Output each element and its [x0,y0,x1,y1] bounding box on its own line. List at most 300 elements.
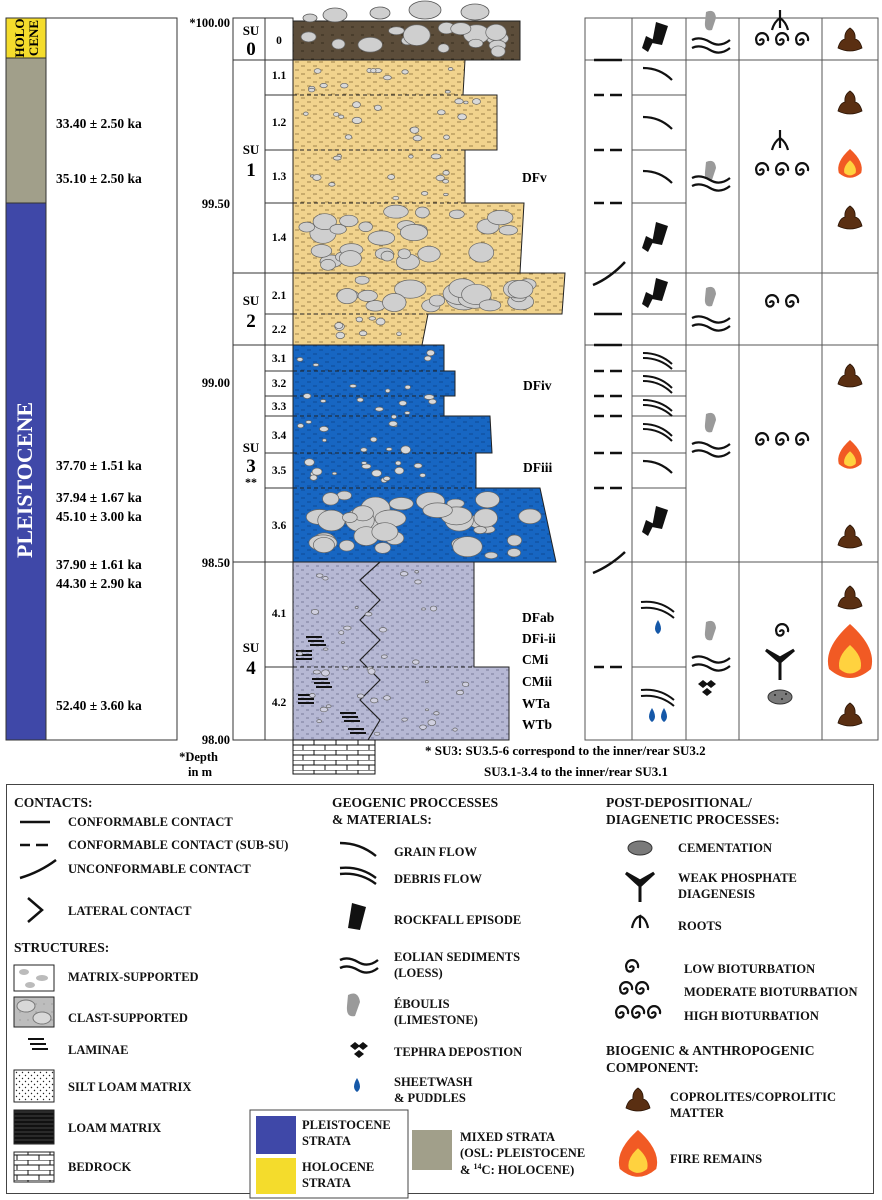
clast [414,463,422,468]
clast [320,707,327,712]
clast [344,626,352,630]
clast [313,175,321,181]
facies-su3b: DFiii [523,460,553,475]
clast [499,225,517,234]
clast [445,91,450,94]
note-line: SU3.1-3.4 to the inner/rear SU3.1 [484,764,669,779]
legend-coprolites: COPROLITES/COPROLITIC [670,1090,837,1104]
facies-su4: CMi [522,652,549,667]
holocene-label-1: HOLO [12,18,27,58]
depth-label: 98.00 [201,733,230,747]
subunit-label: 1.4 [271,232,287,244]
clast [437,110,445,115]
depth-label: *100.00 [189,16,230,30]
clast [297,652,302,656]
legend-biogenic-title-2: COMPONENT: [606,1060,699,1075]
legend-matrix-supported: MATRIX-SUPPORTED [68,970,199,984]
facies-su4: DFi-ii [522,631,556,646]
depth-axis-title: *Depth [179,750,218,764]
bioturbation-icon [776,433,788,444]
clast [388,175,395,180]
legend-pleistocene-strata-2: STRATA [302,1134,351,1148]
legend-eboulis-2: (LIMESTONE) [394,1013,478,1027]
clast [425,709,428,711]
clast [383,476,390,480]
clast [321,400,326,403]
bioturbation-icon [636,982,648,993]
bioturbation-icon [776,163,788,174]
clast [343,666,348,669]
clast [409,155,414,158]
legend-geogenic-title-2: & MATERIALS: [332,812,432,827]
clast [423,503,453,518]
legend-rockfall: ROCKFALL EPISODE [394,913,522,927]
legend-debris-flow: DEBRIS FLOW [394,872,482,886]
depth-axis [179,16,230,779]
clast [443,179,449,183]
legend-sheetwash: SHEETWASH [394,1075,473,1089]
facies-su1: DFv [522,170,547,185]
clast [410,127,419,133]
subunit-label: 3.3 [271,401,287,413]
clast [472,99,480,105]
clast [371,69,376,73]
clast [491,46,505,57]
clast [381,251,394,261]
note-line: * SU3: SU3.5-6 correspond to the inner/rear SU3.2 [425,743,706,758]
clast [457,690,464,694]
pleistocene-label: PLEISTOCENE [12,401,37,559]
clast [374,105,381,110]
clast [443,170,449,175]
clast [389,27,405,35]
age-label: 45.10 ± 3.00 ka [56,509,142,524]
clast [337,288,357,303]
clast [409,1,441,19]
bioturbation-icon [626,960,638,971]
clast [424,356,431,361]
clast [376,318,385,325]
clast [335,322,343,328]
clast [372,523,398,541]
legend-pleistocene-strata: PLEISTOCENE [302,1118,391,1132]
clast [508,548,521,556]
legend-contacts-title: CONTACTS: [14,795,93,810]
bioturbation-icon [616,1006,628,1017]
clast [385,389,390,393]
coprolite-icon [838,91,862,114]
clast [429,399,437,404]
clast [381,655,387,658]
clast [451,23,471,35]
su-number: 0 [246,39,256,60]
clast [368,669,375,675]
subunit-label: 3.5 [271,465,287,477]
clast [405,385,411,389]
clast [400,224,427,240]
clast [444,193,449,195]
clast [365,612,372,616]
clast [317,720,322,723]
clast [413,136,422,141]
clast [487,210,513,224]
clast [370,698,377,703]
bioturbation-icon [786,295,798,306]
legend-geogenic-title: GEOGENIC PROCCESSES [332,795,499,810]
subunit-label: 2.2 [271,324,287,336]
subunit-label: 2.1 [271,290,287,302]
subunit-column [265,18,293,740]
coprolite-icon [838,364,862,387]
clast [486,24,507,40]
clast [322,439,326,442]
bioturbation-group [756,33,808,635]
clast [389,421,397,426]
legend-coprolites-2: MATTER [670,1106,724,1120]
su-column [233,18,265,740]
clast [383,75,391,79]
age-label: 44.30 ± 2.90 ka [56,576,142,591]
clast [427,350,435,356]
clast [309,88,315,92]
clast [458,114,467,120]
clast [474,509,498,527]
clast [379,627,386,632]
clast [334,112,339,116]
clast [370,7,390,19]
legend-cementation: CEMENTATION [678,841,772,855]
legend-loam: LOAM MATRIX [68,1121,162,1135]
clast [485,552,498,559]
legend-post-title-2: DIAGENETIC PROCESSES: [606,812,780,827]
coprolite-icon [626,1088,650,1111]
clast [342,512,357,522]
clast [464,101,468,104]
clast [366,301,385,312]
clast [429,295,444,306]
depth-axis-unit: in m [188,765,212,779]
subunit-label: 4.1 [271,608,287,620]
subunit-label: 4.2 [271,697,287,709]
legend-weak-phosphate: WEAK PHOSPHATE [678,871,797,885]
clast [333,156,341,160]
subunit-label: 1.2 [271,117,287,129]
facies-su4: DFab [522,610,555,625]
clast [320,83,327,87]
clast [402,718,408,721]
clast [326,705,331,708]
legend-fire: FIRE REMAINS [670,1152,763,1166]
clast [434,712,439,715]
clast [341,83,349,88]
legend-conformable: CONFORMABLE CONTACT [68,815,233,829]
clast [449,210,464,219]
clast [374,732,380,735]
subunit-label: 3.6 [271,520,287,532]
clast [418,246,441,262]
clast [312,468,322,475]
su-word: SU [242,640,260,655]
depth-label: 99.00 [201,376,230,390]
subunit-label: 3.1 [271,353,287,365]
coprolite-icon [838,206,862,229]
clast [415,580,422,584]
clast [355,607,358,609]
clast [311,609,318,614]
su-word: SU [242,23,260,38]
clast [479,300,501,311]
clast [405,411,410,414]
clast [297,424,303,428]
depth-label: 99.50 [201,197,230,211]
clast [357,398,363,402]
clast [369,317,376,321]
legend-high-bioturbation: HIGH BIOTURBATION [684,1009,819,1023]
clast [321,670,329,676]
age-label: 37.90 ± 1.61 ka [56,557,142,572]
clast [428,720,436,726]
legend-structures-title: STRUCTURES: [14,940,110,955]
age-label: 35.10 ± 2.50 ka [56,171,142,186]
clast [368,231,394,245]
clast [384,205,409,218]
clast [297,357,303,361]
legend-holocene-strata: HOLOCENE [302,1160,375,1174]
age-label: 52.40 ± 3.60 ka [56,698,142,713]
clast [337,491,351,500]
clast [332,472,336,475]
legend-lateral: LATERAL CONTACT [68,904,192,918]
coprolite-group [838,28,862,726]
clast [399,401,407,406]
legend-mixed-strata-3: & $^{14}$C: HOLOCENE) [460,1162,575,1178]
clast [469,243,494,262]
clast [383,696,390,700]
clast [320,426,329,431]
clast [330,224,346,234]
legend-biogenic-title: BIOGENIC & ANTHROPOGENIC [606,1043,815,1058]
clast [350,384,357,387]
su3-marker: ** [245,475,257,489]
clast [361,448,367,452]
clast [357,694,363,698]
clast [345,135,352,140]
clast [420,725,427,729]
clast [401,446,411,454]
bioturbation-icon [796,33,808,44]
legend-bedrock: BEDROCK [68,1160,132,1174]
clast [415,571,419,574]
clast [469,39,483,47]
holocene-label-2: CENE [26,19,41,57]
clast [383,294,407,312]
clast [403,25,430,46]
clast [352,117,362,123]
clast [323,8,347,22]
su-number: 2 [246,311,256,332]
clast [421,191,427,195]
facies-su4: WTa [522,696,551,711]
clast [339,540,354,551]
legend-weak-phosphate-2: DIAGENESIS [678,887,756,901]
bioturbation-icon [776,33,788,44]
legend-mixed-strata: MIXED STRATA [460,1130,556,1144]
clast [375,407,383,411]
clast [395,461,401,465]
legend-post-title: POST-DEPOSITIONAL/ [606,795,752,810]
age-label: 33.40 ± 2.50 ka [56,116,142,131]
notes [425,743,706,779]
legend-roots: ROOTS [678,919,722,933]
clast [339,115,344,118]
clast [303,14,317,22]
lithology-column [293,1,565,774]
clast [508,280,533,298]
clast [299,222,315,232]
legend-low-bioturbation: LOW BIOTURBATION [684,962,816,976]
subunit-label: 1.1 [271,70,287,82]
clast [400,572,408,576]
clast [301,32,316,42]
clast [313,670,320,674]
clast [361,462,366,465]
bioturbation-icon [776,624,788,635]
clast [462,682,468,686]
clast [438,44,449,53]
clast [455,99,463,104]
clast [313,363,319,366]
clast [323,493,339,505]
coprolite-icon [838,525,862,548]
clast [461,4,489,20]
su-word: SU [242,293,260,308]
clast [341,642,344,644]
legend-conformable-sub: CONFORMABLE CONTACT (SUB-SU) [68,838,289,852]
clast [359,222,373,232]
facies-su4: WTb [522,717,553,732]
clast [358,290,377,301]
bioturbation-icon [620,982,632,993]
subunit-label: 1.3 [271,171,287,183]
clast [402,70,409,74]
clast [304,112,309,115]
clast [430,606,436,611]
clast [391,415,396,419]
clast [313,537,334,552]
subunit-label: 3.4 [271,430,287,442]
bioturbation-icon [756,163,768,174]
clast [323,577,328,581]
clast [398,249,411,259]
clast [372,470,382,477]
clast [358,37,382,52]
legend-unconformable: UNCONFORMABLE CONTACT [68,862,251,876]
legend-laminae: LAMINAE [68,1043,129,1057]
legend-moderate-bioturbation: MODERATE BIOTURBATION [684,985,858,999]
su-number: 3 [246,456,256,477]
clast [519,509,541,524]
legend-tephra: TEPHRA DEPOSTION [394,1045,523,1059]
clast [507,535,521,546]
legend-silt-loam: SILT LOAM MATRIX [68,1080,192,1094]
clast [422,608,426,610]
clast [476,492,500,508]
legend-clast-supported: CLAST-SUPPORTED [68,1011,188,1025]
clast [370,437,376,442]
clast [303,394,311,399]
clast [453,728,457,731]
legend-bioturbation [616,960,660,1017]
clast [305,459,315,466]
clast [316,574,323,578]
clast [375,543,391,554]
clast [448,67,453,70]
su-word: SU [242,142,260,157]
clast [321,259,336,270]
clast [425,681,428,683]
clast [412,660,419,664]
su-number: 1 [246,160,256,181]
bioturbation-icon [756,433,768,444]
coprolite-icon [838,28,862,51]
clast [353,102,361,108]
clast [420,473,426,477]
bioturbation-icon [648,1006,660,1017]
clast [393,196,399,200]
clast [332,39,345,49]
bioturbation-icon [756,33,768,44]
age-label: 37.94 ± 1.67 ka [56,490,142,505]
clast [339,631,344,635]
clast [329,183,335,187]
clast [431,154,441,159]
bioturbation-icon [766,295,778,306]
clast [339,251,361,267]
legend-eolian: EOLIAN SEDIMENTS [394,950,521,964]
coprolite-icon [838,703,862,726]
legend-holocene-strata-2: STRATA [302,1176,351,1190]
legend-biogenic [619,1088,657,1177]
clast [314,69,321,74]
subunit-label: 0 [276,35,282,47]
clast [306,421,312,424]
facies-su3a: DFiv [523,378,552,393]
clast [386,448,392,451]
clast [336,332,345,339]
facies-su4: CMii [522,674,552,689]
subunit-label: 3.2 [271,378,287,390]
clast [444,135,450,139]
bioturbation-icon [632,1006,644,1017]
clast [389,498,413,510]
clast [310,693,316,697]
clast [453,537,483,557]
clast [415,207,429,218]
age-label: 37.70 ± 1.51 ka [56,458,142,473]
coprolite-icon [838,586,862,609]
clast [395,467,404,474]
legend-eboulis: ÉBOULIS [394,997,450,1011]
bioturbation-icon [796,163,808,174]
clast [355,276,369,284]
clast [397,332,402,336]
legend-grain-flow: GRAIN FLOW [394,845,477,859]
clast [324,648,329,650]
clast [311,244,332,257]
clast [359,331,366,336]
clast [318,510,345,531]
legend-sheetwash-2: & PUDDLES [394,1091,466,1105]
